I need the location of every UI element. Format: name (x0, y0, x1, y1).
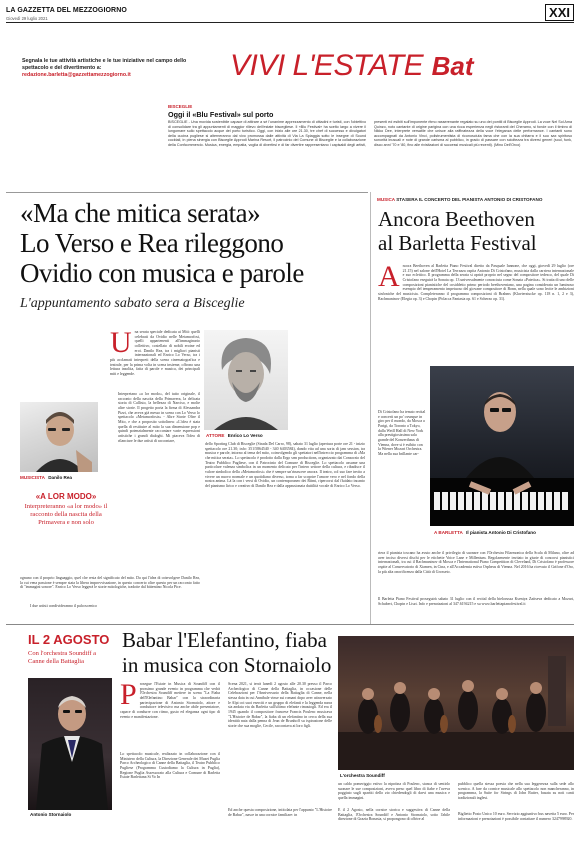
beethoven-headline-line-1: Ancora Beethoven (378, 207, 535, 231)
babar-body-5: un caldo pomeriggio estivo la nipotina di Poulenc, stanca di sentirlo suonare le sue composizioni, aveva preso quel libro di fiabe e l'aveva poggiato sugli spartiti dello zio chiedendogli di darvi una musica e quella immagini. (338, 782, 450, 800)
beethoven-kicker-label: MUSICA (377, 197, 395, 202)
bisceglie-headline: Oggi il «Blu Festival» sul porto (168, 110, 274, 119)
person-portrait-icon (204, 330, 288, 430)
caption-loverso-label: ATTORE (206, 433, 225, 438)
signal-intro: Segnala le tue attività artistiche e le tue iniziative nel campo dello spettacolo e del divertimento a: (22, 58, 187, 71)
main-body-5: dello Sporting Club di Bisceglie (Strada Del Carro, 98), sabato 31 luglio (apertura porte ore 21 - inizio spettacolo ore 21.30; info: 351/5864540 - 340 6403584), dando vita ad una sorta di jam session, tra musica e parole, intorno al tema del mito, coinvolgendo gli spettatori nell'intreccio programma di «Ma che mitica serata». Lo spettacolo è prodotto dalla Ergo srm productions, organizzato dai Consorzio del Teatro Pubblico Pugliese, con il Patrocinio del Comune di Bisceglie. Lo spettacolo assume una particolare valenza simbolica in un momento delicato per l'intero settore della cultura, e ribadisce il valore simbolico della «Metamorfosi» che è sempre un'rinascere ancora. Il teatro, col suo fare invito a vivere un nuovo normale e un quotidiano diverso, torna a far scoprire l'amore vero e nel fondo della nostra anima. Là la con i versi di Ovidio, un contemporaneo dei Ritmi, ripercorsi dal fluidato incanto del pianismo lirico e creativo di Danilo Rea e dalla appassionata duttilità vocale di Enrico Lo Verso. (205, 442, 365, 488)
photo-antonio-stornaiolo (28, 678, 112, 810)
beethoven-drop-cap: A (378, 264, 400, 293)
babar-body-3: Scena 2021, si terrà lunedì 2 agosto alle 20.30 presso il Parco Archeologico di Canne della Battaglia, in occasione delle Celebrazioni per l'Anniversario della Battaglia di Canne, nella stessa data in cui Annibale vinse sui romani dopo aver attraversato le Alpi coi suoi eserciti e un gruppo di elefanti e la leggenda narra sia andata via da Barletta sull'ultimo elefante rimastogli. Ed era il 1945 quando il compositore francese Francis Poulenc musicava "L'Histoire de Babar", la fiaba di un elefantino in cerca della sua identità nata dalla penna di Jean de Brunhoff su ispirazione delle storie che sua moglie, Cecile, raccontava ai loro figli. (228, 682, 332, 728)
main-body-2: Interpretano «a lor modo», del tutto originale, il racconto della nascita della Primavera, la delicata storia di Callisto, la bellezza di Narciso, e molte altre storie. Il progetto porta la firma di Alessandra Pizzi, che aveva già messo in scena con Lo Verso lo spettacolo «Metamorfosis» - Altre Storie Oltre il Mito, e che a proposito sottolinea: «L'idea è stata quella di restituire al mito la sua dimensione pop e quindi potenzialmente raccontare varie espressioni artistiche i grandi dialoghi. Mi piaceva l'idea di rilanciare le due artisti di raccontare, (118, 392, 200, 443)
babar-body-7: pubblico quella stessa poesia che nella sua leggerezza sulla sede allo scenico. A fare da cornice musicale allo spettacolo non mancheranno, in programma, la Suite for Strings di John Rutter, basata su noti canti tradizionali inglesi. (458, 782, 574, 800)
beethoven-headline (378, 207, 574, 255)
beethoven-body-2: Di Cristofano ha tenuto recital e concerti un po' ovunque in giro per il mondo, da Mosca a Parigi, da Toronto a Tokyo, dalla Weill Hall di New York alla prestigiosissima sala grande del Konzerthaus di Vienna, dove si è esibito con la Wiener Mozart Orchestra. Ma nella sua brillante car- (378, 410, 426, 456)
main-body-3: ognuno con il proprio linguaggio, quel che resta del significato del mito. Da qui l'idea di coinvolgere Danilo Rea, la cui vena passione è sempre stata la libera improvvisazione, in questo concerto oltre questo per un racconto fatto di "immagini sonore". Enrico Lo Verso leggerà le storie mitologiche, tradotte dal bittentino Nicola Pice. (20, 576, 200, 590)
section-divider (6, 624, 574, 625)
beethoven-kicker-text: STASERA IL CONCERTO DEL PIANISTA ANTONIO DI CRISTOFANO (396, 197, 543, 202)
main-headline-line-3: Ovidio con musica e parole (20, 258, 304, 288)
photo-orchestra-soundiff (338, 636, 574, 770)
beethoven-body-1: ncora Beethoven al Barletta Piano Festival diretto da Pasquale Iannone, che oggi, giovedì 29 luglio (ore 21.15) nel salone dell'Hotel La Terrazza ospita Antonio Di Cristofano, musicista dalla carriera internazionale e suo eclettico. Il programma della serata si aprirà proprio nel segno del compositore tedesco, del quale Di Cristofano eseguirà la Sonata op. 13 universalmente conosciuta come Sonata «Patetica». Si tratta di uno delle composizioni pianistiche del cosiddetto primo periodo beethoveniano, una pagina considerata un luminoso esempio del temperamento impetuoso del giovane compositore di Bonn, nella quale sono lecite le ambizioni sinfoniche del musicista. Completeranno il programma composizioni di Brahms (Klavierstucke op. 118 n. 1, 2 e 3), Rachmaninov (Elegia op. 3) e Chopin (Polacca Fantasia op. 61 e Scherzo op. 31). (378, 264, 574, 301)
bisceglie-kicker: BISCEGLIE (168, 104, 193, 109)
main-headline (20, 198, 370, 288)
page-number: XXI (545, 4, 574, 21)
masthead-rule (6, 22, 574, 23)
main-body-1: na serata speciale dedicata ai Miti: quelli celebrati da Ovidio nelle Metamorfosi, quelli appartenenti all'immaginario collettivo, costellato di nobili eroine ed eroi. Danilo Rea, tra i migliori pianisti internazionali ed Enrico Lo Verso, tra i più acclamati interpreti della scena cinematografica e teatrale, per la prima volta in scena insieme, offrono una lettura insolita, fatta di parole e musica, dei principali miti e leggende. (110, 330, 200, 376)
caption-rea-label: MUSICISTA (20, 475, 45, 480)
photo-antonio-di-cristofano (430, 366, 574, 526)
caption-orchestra: L'orchestra Soundiff (340, 773, 385, 778)
pianist-at-piano-icon (430, 366, 574, 526)
person-portrait-icon (20, 402, 98, 472)
column-divider (370, 192, 371, 624)
signal-text (22, 58, 202, 78)
masthead-date: Giovedì 29 luglio 2021 (6, 16, 48, 21)
photo-enrico-lo-verso (204, 330, 288, 430)
section-title-tag: Bat (431, 51, 474, 81)
bisceglie-divider (6, 192, 368, 193)
main-body-intro (110, 330, 200, 392)
section-title (230, 49, 576, 93)
babar-tag-sub: Con l'orchestra Soundiff a Canne della Battaglia (28, 650, 97, 665)
main-drop-cap: U (110, 330, 132, 359)
pull-quote-title: «A LOR MODO» (35, 492, 97, 501)
babar-body-4: Ed anche questa composizione, intitolata per l'appunto "L'Histoire de Babar", nasce in una cornice familiare: in (228, 808, 332, 817)
caption-enrico-lo-verso (206, 433, 263, 438)
babar-headline-line-2: in musica con Stornaiolo (122, 653, 332, 677)
photo-danilo-rea (20, 402, 98, 472)
main-subhead: L'appuntamento sabato sera a Bisceglie (20, 296, 245, 311)
babar-body-6: E il 2 Agosto, nella cornice storica e suggestiva di Canne della Battaglia, l'Orchestra Soundiff e Antonio Stornaiolo, sotto l'abile direzione di Grazia Bonasia, si propongono di offrire al (338, 808, 450, 822)
signal-email[interactable]: redazione.barletta@gazzettamezzogiorno.it (22, 71, 131, 78)
main-body-4: I due artisti condivideranno il palcoscenico (30, 604, 98, 608)
pull-quote-text: Interpreteranno «a lor modo» il racconto della nascita della Primavera e non solo (24, 503, 108, 526)
caption-stornaiolo: Antonio Stornaiolo (30, 812, 72, 817)
babar-body-2: Lo spettacolo musicale, realizzato in collaborazione con il Ministero della Cultura, la Direzione Generale dei Musei Puglia Parco Archeologico di Canne della Battaglia, il Teatro Pubblico Pugliese (Programma Custodiamo la Cultura in Puglia), Regione Puglia Assessorato alla Cultura e Comune di Barletta Estate Barlettana Si Vo In (120, 752, 220, 780)
babar-headline-line-1: Babar l'Elefantino, fiaba (122, 628, 327, 652)
beethoven-kicker (377, 197, 542, 202)
babar-body-1-wrap (120, 682, 220, 752)
caption-di-cristofano (434, 530, 536, 535)
babar-body-8: Biglietto Posto Unico 10 euro. Servizio aggiuntivo bus navetta 5 euro. Per informazioni e prenotazioni è possibile contattare il numero 3247998920. (458, 812, 574, 821)
caption-danilo-rea (20, 475, 72, 480)
beethoven-body-3: riera il pianista toscano ha avuto anche il privilegio di suonare con l'Orchestra Filarmonica della Scala di Milano, oltre ad aver inciso diversi dischi per le etichette Voice Lane e Millenium. Regolarmente invitato in giurie di concorsi pianistici internazionali, tra cui il Rachmaninov di Mosca e l'International Piano Competition di Cleveland, Di Cristofano è professore ospite al Conservatorio di Xiamen, in Cina, e all'Accademia estiva Orpheus di Vienna. Nel 2016 ha ricevuto il Grifone d'Oro, la più alta onorificenza dalla Città di Grosseto. (378, 551, 574, 574)
beethoven-body-4: Il Barletta Piano Festival proseguirà sabato 31 luglio con il recital della bielorussa Kseniya Zaitseva dedicato a Mozart, Schubert, Chopin e Liszt. Info e prenotazioni al 347.6194215 e su www.barlettapianofestival.it (378, 597, 574, 606)
babar-body-1: rosegue l'Estate in Musica di Soundiff con il prossimo grande evento in programma che vedrà l'Orchestra Soundiff mettere in scena "La Fiaba dell'Elefantino Babar" con la straordinaria partecipazione di Antonio Stornaiolo, attore e conduttore televisivo ma anche abile presentatore, capace di condurre con ritmo, gusto ed eleganza ogni tipo di evento e manifestazione. (120, 682, 220, 719)
orchestra-stage-icon (338, 636, 574, 770)
main-headline-line-2: Lo Verso e Rea rileggono (20, 228, 284, 258)
caption-cristofano-name: Il pianista Antonio Di Cristofano (466, 530, 536, 535)
caption-loverso-name: Enrico Lo Verso (227, 433, 263, 438)
section-title-main: VIVI L'ESTATE (230, 49, 424, 82)
babar-drop-cap: P (120, 682, 137, 711)
masthead-name: LA GAZZETTA DEL MEZZOGIORNO (6, 7, 127, 14)
caption-rea-name: Danilo Rea (48, 475, 72, 480)
caption-cristofano-label: A BARLETTA (434, 530, 463, 535)
babar-tag-date: IL 2 AGOSTO (28, 632, 110, 647)
beethoven-headline-line-2: al Barletta Festival (378, 231, 537, 255)
person-portrait-icon (28, 678, 112, 810)
bisceglie-body: BISCEGLIE - Una movida sostenibile capace di attirare a sé l'unanime apprezzamento di cittadini e turisti, con l'obiettivo di consolidare tra gli appuntamenti di maggior rilievo dell'estate biscegliese. Il «Blu Festival» ha scelto largo a vivere il lungomare sullo spettacolo acque del porto turistico. Oggi, con inizio alle ore 21.30, tre chef di successo e divulgatori della cucina pugliese si alterneranno dal vivo promossa dalle attività di Via La Spiaggia sotto le insegne di Sound cocktail, in piena sinergia con Bisceglie Approdi Marina Resort, il patrocinio del Comune di Bisceglie e la collaborazione della Confcommercio. Musica, energia, empatia, voglia di divertirsi e di far divertire rappresentano i capisaldi degli artisti, presenti ed esibiti sull'imponente ritmo rasserenante regalato su uno dei pontili di Bisceglie Approdi. La voce Nel Sol Ama Quinzo, noto cantante di origine parigina con una ricca esperienza negli ristoranti del Cheramo, si fonde con il timbro di Nikko Dee, interprete versatile che unisce alla raffinatezza della voce l'eleganza delle performance. I cantanti sono accompagnati da Antonio Vinci, polistrumentista di riconosciuta fama che con la sua chitarra e il suo sax spiritoso sonorità inusuali e note di grande carisma al pubblico, in grado di passare con scioltezza tra diversi generi (soul, funk, disco anni '70 e '80, fino alle rivisitazioni di successi musicali più recenti). (Mino Dell'Orco) (168, 120, 572, 147)
main-headline-line-1: «Ma che mitica serata» (20, 198, 261, 228)
